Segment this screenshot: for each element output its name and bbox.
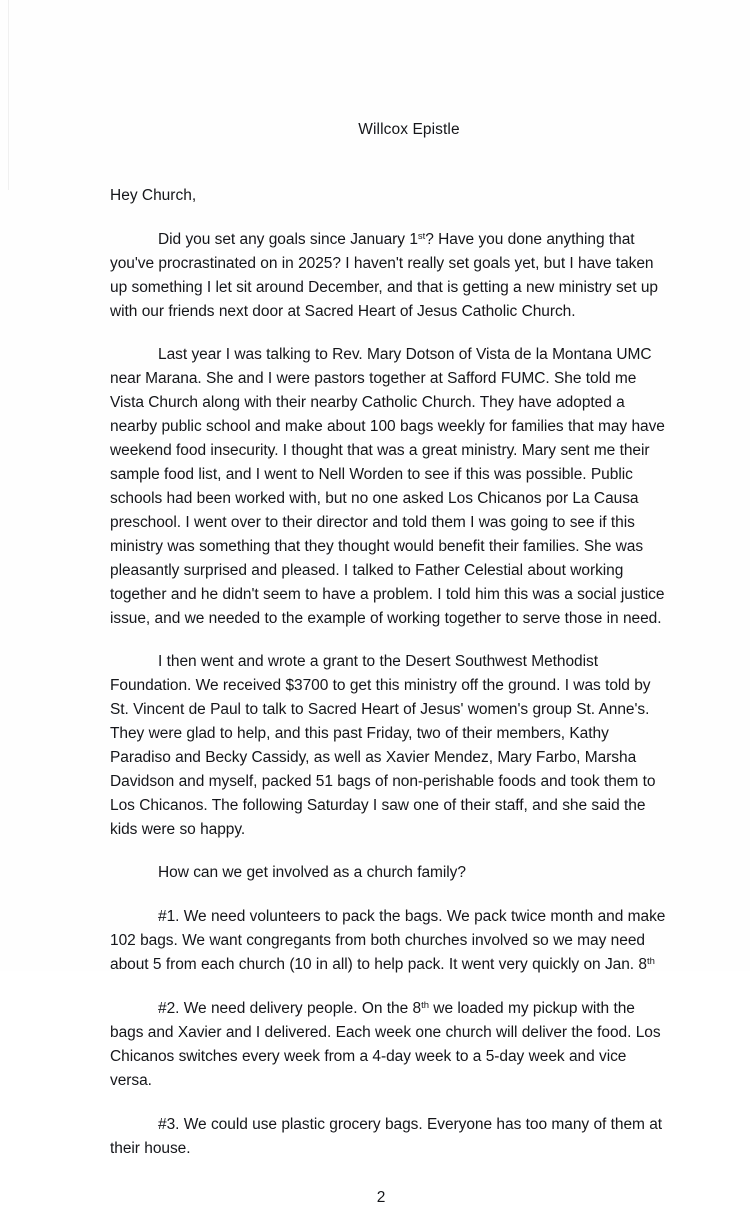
paragraph-grant: I then went and wrote a grant to the Desert Southwest Methodist Foundation. We received $3700 to get this ministry off the ground. I was told by St. Vincent de Paul to talk to Sacred Heart of Jesus' women's group St. Anne's. They were glad to help, and this past Friday, two of their members, Kathy Paradiso and Becky Cassidy, as well as Xavier Mendez, Mary Farbo, Marsha Davidson and myself, packed 51 bags of non-perishable foods and took them to Los Chicanos. The following Saturday I saw one of their staff, and she said the kids were so happy. <box>110 653 656 838</box>
paragraph-goals <box>110 228 670 324</box>
paragraph-question: How can we get involved as a church family? <box>158 864 466 881</box>
document-body <box>110 120 670 1209</box>
list-item-2-text-after-superscript: we loaded my pickup with the bags and Xavier and I delivered. Each week one church will deliver the food. Los Chicanos switches every week from a 4-day week to a 5-day week and vice versa. <box>110 1000 661 1089</box>
paragraph-goals-text-before-superscript: Did you set any goals since January 1 <box>158 231 418 248</box>
page-title: Willcox Epistle <box>358 121 460 138</box>
paragraph-goals-text-after-superscript: ? Have you done anything that you've procrastinated on in 2025? I haven't really set goals yet, but I have taken up something I let sit around December, and that is getting a new ministry set up with our friends next door at Sacred Heart of Jesus Catholic Church. <box>110 231 658 320</box>
ordinal-suffix-superscript: th <box>421 1000 429 1011</box>
salutation: Hey Church, <box>110 187 197 204</box>
list-item-3 <box>110 1113 670 1161</box>
page-number: 2 <box>376 1189 386 1206</box>
list-item-2-text-before-superscript: #2. We need delivery people. On the 8 <box>158 1000 422 1017</box>
scan-edge-artifact <box>8 0 9 190</box>
paragraph-vista-church: Last year I was talking to Rev. Mary Dotson of Vista de la Montana UMC near Marana. She and I were pastors together at Safford FUMC. She told me Vista Church along with their nearby Catholic Church. They have adopted a nearby public school and make about 100 bags weekly for families that may have weekend food insecurity. I thought that was a great ministry. Mary sent me their sample food list, and I went to Nell Worden to see if this was possible. Public schools had been worked with, but no one asked Los Chicanos por La Causa preschool. I went over to their director and told them I was going to see if this ministry was something that they thought would benefit their families. She was pleasantly surprised and pleased. I talked to Father Celestial about working together and he didn't seem to have a problem. I told him this was a social justice issue, and we needed to the example of working together to serve those in need. <box>110 346 665 627</box>
list-item-3-text: #3. We could use plastic grocery bags. Everyone has too many of them at their house. <box>110 1116 663 1157</box>
ordinal-suffix-superscript: st <box>417 231 426 242</box>
list-item-1 <box>110 905 670 977</box>
ordinal-suffix-superscript: th <box>647 956 655 967</box>
list-item-2 <box>110 997 670 1093</box>
list-item-1-text-before-superscript: #1. We need volunteers to pack the bags. We pack twice month and make 102 bags. We want congregants from both churches involved so we may need about 5 from each church (10 in all) to help pack. It went very quickly on Jan. 8 <box>110 908 666 973</box>
